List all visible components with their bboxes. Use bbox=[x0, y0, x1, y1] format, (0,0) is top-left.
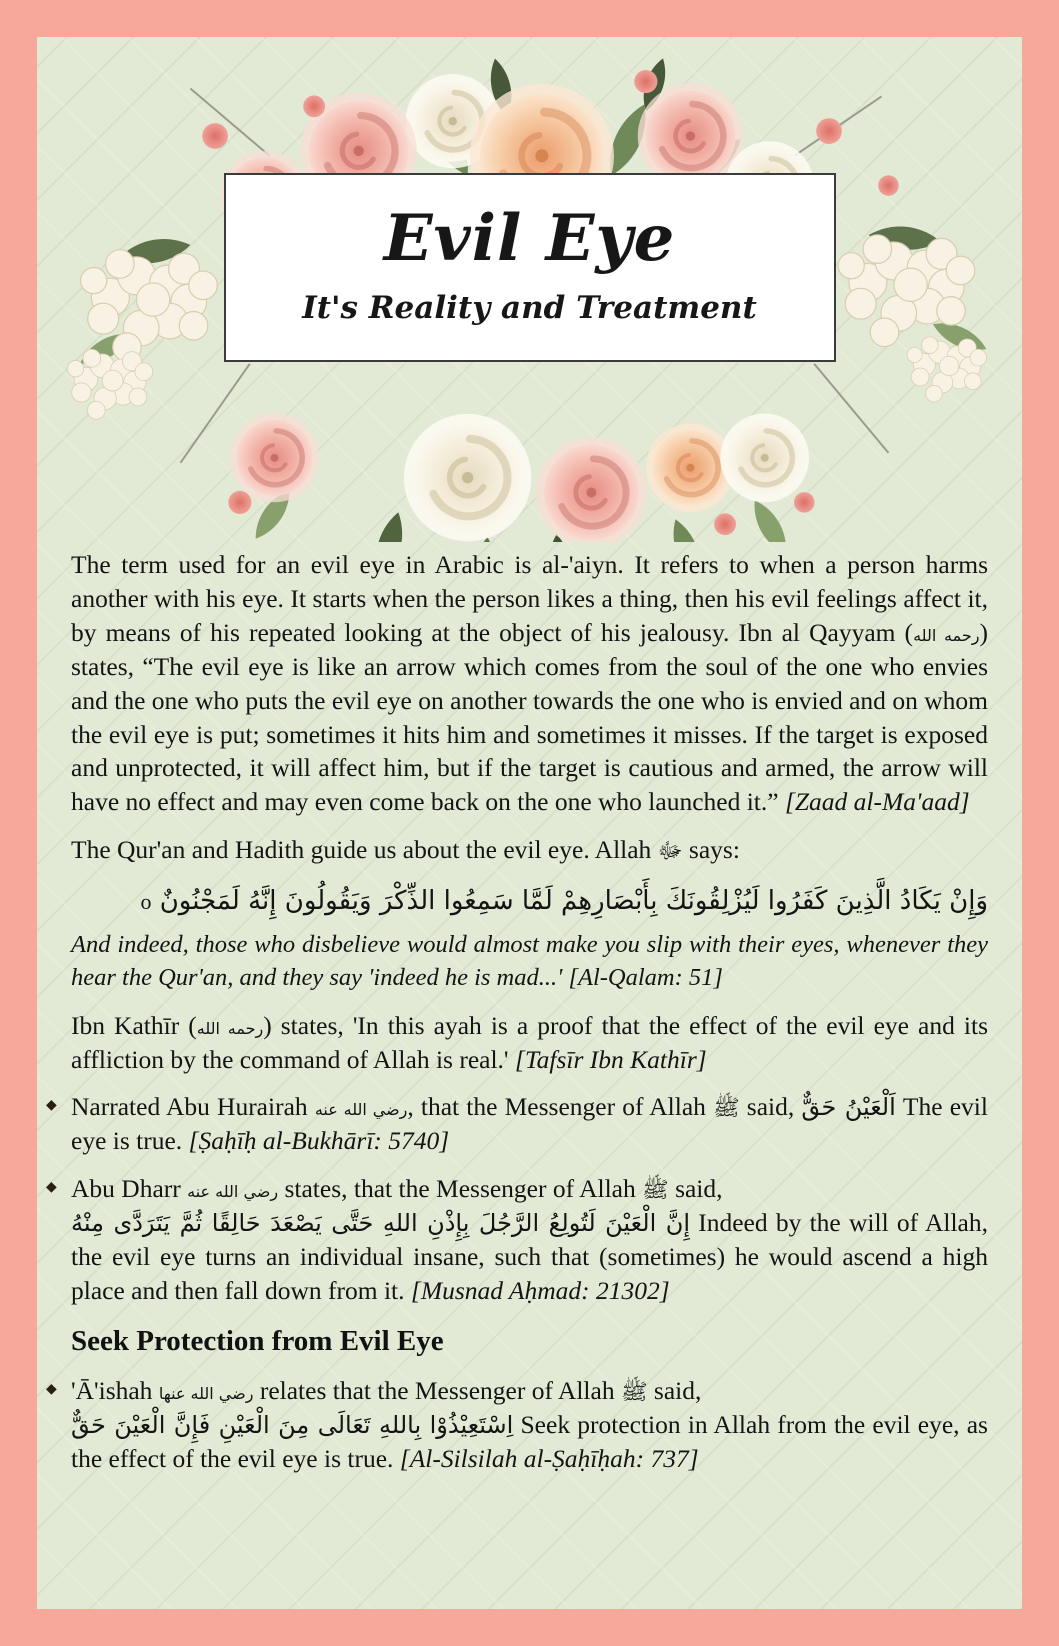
citation-zaad-al-maaad: [Zaad al-Ma'aad] bbox=[784, 787, 970, 817]
sallallahu-honorific: ﷺ bbox=[642, 1178, 669, 1204]
b1-text-4: The evil eye is true. bbox=[71, 1092, 988, 1156]
title-box bbox=[224, 173, 836, 362]
section-heading: Seek Protection from Evil Eye bbox=[71, 1324, 444, 1357]
quran-intro-text-1: The Qur'an and Hadith guide us about the evil eye. Allah bbox=[71, 835, 658, 865]
ayah-end-mark: o bbox=[140, 889, 152, 915]
page-title: Evil Eye bbox=[383, 201, 676, 276]
hadith-bullet-aishah bbox=[46, 1374, 988, 1476]
intro-text-2: ) states, “The evil eye is like an arrow which comes from the soul of the one who envies and the one who puts the evil eye on another towards the one who is envied and on whom the evil eye is put; sometimes it hits him and sometimes it misses. If the target is exposed and unprotected, it will affect him, but if the target is cautious and armed, the arrow will have no effect and may even come back on the one who launched it.” bbox=[71, 617, 989, 817]
rahimahullah-honorific: رحمه الله bbox=[913, 625, 980, 645]
bullet-diamond-icon: ◆ bbox=[46, 1382, 57, 1398]
ibn-kathir-paragraph bbox=[71, 1009, 988, 1077]
b2-text-1: Abu Dharr bbox=[71, 1174, 188, 1204]
bullet-diamond-icon: ◆ bbox=[46, 1098, 57, 1114]
body-content bbox=[37, 542, 1022, 1476]
floral-header bbox=[37, 37, 1022, 542]
b3-arabic-text: اِسْتَعِيْذُوْا بِاللهِ تَعَالَى مِنَ الْعَيْنِ فَإِنَّ الْعَيْنَ حَقٌّ bbox=[71, 1411, 514, 1440]
verse-translation bbox=[71, 929, 988, 994]
citation-musnad-ahmad: [Musnad Aḥmad: 21302] bbox=[410, 1275, 670, 1305]
b2-arabic-text: إِنَّ الْعَيْنَ لَتُولِعُ الرَّجُلَ بِإِذْنِ اللهِ حَتَّى يَصْعَدَ حَالِقًا ثُمَّ يَتَرَدَّى مِنْهُ bbox=[71, 1209, 691, 1238]
radiallahu-anha-honorific: رضي الله عنها bbox=[158, 1384, 254, 1404]
ibn-kathir-text-2: ) states, 'In this ayah is a proof that the effect of the evil eye and its affliction by the command of Allah is real.' bbox=[71, 1010, 988, 1074]
b1-text-1: Narrated Abu Hurairah bbox=[71, 1092, 315, 1122]
citation-bukhari: [Ṣaḥīḥ al-Bukhārī: 5740] bbox=[188, 1126, 450, 1156]
b3-text-4: Seek protection in Allah from the evil eye, as the effect of the evil eye is true. bbox=[71, 1410, 988, 1474]
intro-text-1: The term used for an evil eye in Arabic is al-'aiyn. It refers to when a person harms another with his eye. It starts when the person likes a thing, then his evil feelings affect it, by means of his repeated looking at the object of his jealousy. Ibn al Qayyam ( bbox=[71, 550, 988, 647]
radiallahu-anhu-honorific: رضي الله عنه bbox=[187, 1182, 279, 1202]
b3-text-3: said, bbox=[647, 1376, 702, 1406]
page-subtitle: It's Reality and Treatment bbox=[302, 290, 757, 327]
verse-translation-text: And indeed, those who disbelieve would almost make you slip with their eyes, whenever they hear the Qur'an, and they say 'indeed he is mad...' bbox=[71, 931, 988, 992]
quran-intro-text-2: says: bbox=[682, 835, 740, 865]
hydrangea-left bbox=[67, 250, 217, 420]
bullet-diamond-icon: ◆ bbox=[46, 1180, 57, 1196]
ibn-kathir-text-1: Ibn Kathīr ( bbox=[71, 1010, 197, 1040]
jalla-jalaluhu-honorific: ﷻ bbox=[657, 839, 683, 865]
sallallahu-honorific: ﷺ bbox=[620, 1380, 648, 1406]
b2-text-2: states, that the Messenger of Allah bbox=[278, 1174, 643, 1204]
citation-al-qalam: [Al-Qalam: 51] bbox=[568, 964, 723, 992]
quran-verse-arabic bbox=[71, 881, 988, 921]
pamphlet-page bbox=[37, 37, 1022, 1609]
b1-text-3: said, bbox=[739, 1092, 802, 1122]
intro-paragraph bbox=[71, 548, 988, 819]
hadith-bullet-abu-dharr bbox=[46, 1172, 988, 1308]
rahimahullah-honorific: رحمه الله bbox=[196, 1018, 264, 1038]
radiallahu-anhu-honorific: رضي الله عنه bbox=[314, 1100, 408, 1120]
hydrangea-right bbox=[838, 235, 987, 402]
b2-text-3: said, bbox=[668, 1174, 723, 1204]
sallallahu-honorific: ﷺ bbox=[713, 1096, 740, 1122]
b2-text-4: Indeed by the will of Allah, the evil eye turns an individual insane, such that (sometimes) he would ascend a high place and then fall down from it. bbox=[71, 1208, 988, 1305]
b3-text-2: relates that the Messenger of Allah bbox=[253, 1376, 621, 1406]
citation-tafsir-ibn-kathir: [Tafsīr Ibn Kathīr] bbox=[514, 1044, 707, 1074]
citation-silsilah: [Al-Silsilah al-Ṣaḥīḥah: 737] bbox=[399, 1444, 699, 1474]
b1-text-2: , that the Messenger of Allah bbox=[407, 1092, 714, 1122]
verse-arabic-text: وَإِنْ يَكَادُ الَّذِينَ كَفَرُوا لَيُزْلِقُونَكَ بِأَبْصَارِهِمْ لَمَّا سَمِعُوا الذِّكْرَ وَيَقُولُونَ إِنَّهُ لَمَجْنُونٌ bbox=[159, 886, 988, 917]
hadith-bullet-abu-hurairah bbox=[46, 1090, 988, 1158]
b1-arabic-text: اَلْعَيْنُ حَقٌّ bbox=[801, 1093, 896, 1122]
quran-intro-paragraph bbox=[71, 833, 988, 867]
b3-text-1: 'Ā'ishah bbox=[71, 1376, 159, 1406]
